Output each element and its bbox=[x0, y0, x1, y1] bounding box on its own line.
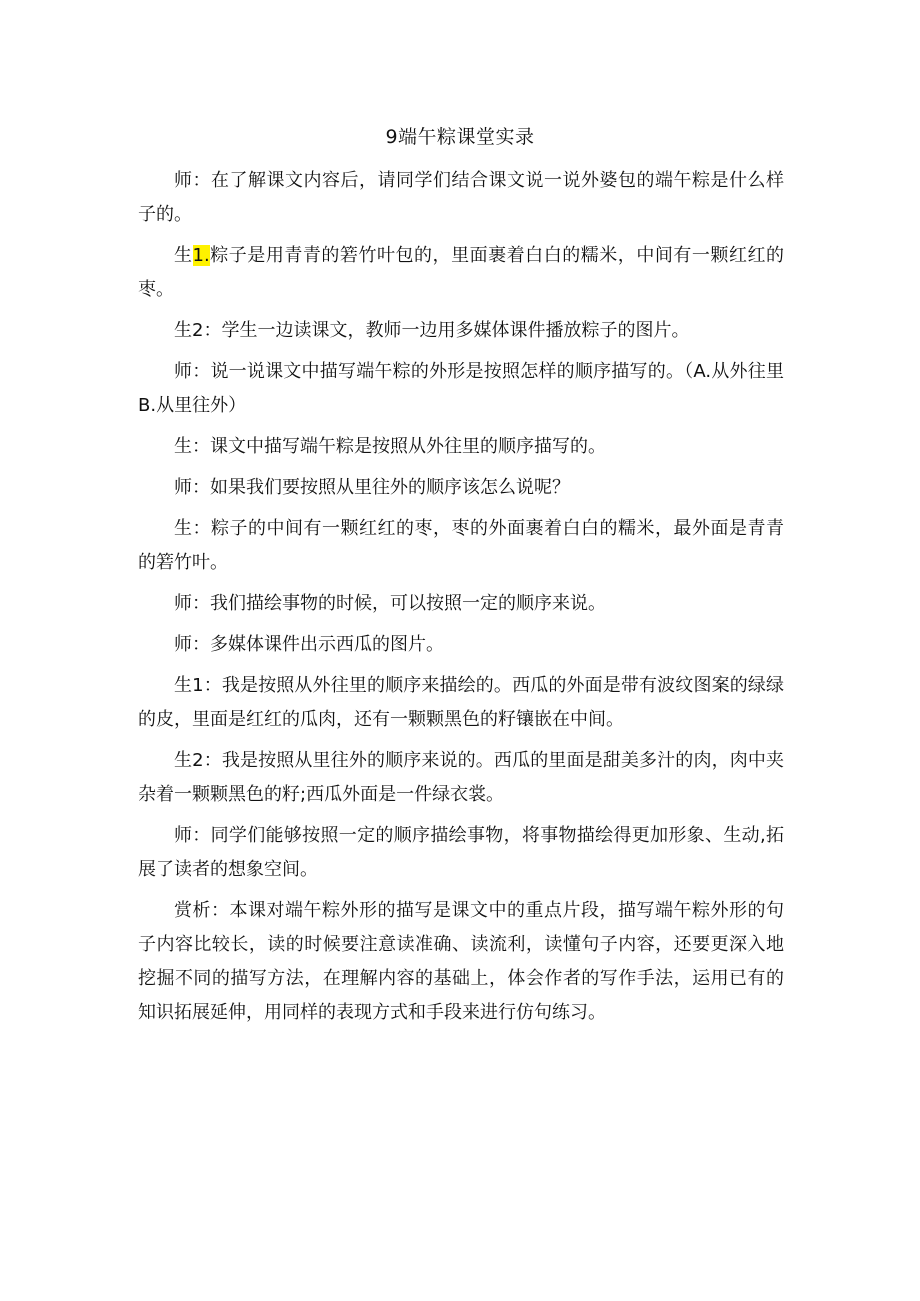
paragraph-student-1-watermelon: 生1：我是按照从外往里的顺序来描绘的。西瓜的外面是带有波纹图案的绿绿的皮，里面是红红的瓜肉，还有一颗颗黑色的籽镶嵌在中间。 bbox=[138, 675, 784, 730]
paragraph-teacher-summary: 师：我们描绘事物的时候，可以按照一定的顺序来说。 bbox=[174, 593, 606, 614]
paragraph-teacher-reverse-question: 师：如果我们要按照从里往外的顺序该怎么说呢？ bbox=[174, 477, 570, 498]
paragraph-student-1-answer: 生1.粽子是用青青的箬竹叶包的，里面裹着白白的糯米，中间有一颗红红的枣。 bbox=[138, 245, 785, 300]
paragraph-student-2-watermelon: 生2：我是按照从里往外的顺序来说的。西瓜的里面是甜美多汁的肉，肉中夹杂着一颗颗黑色的籽;西瓜外面是一件绿衣裳。 bbox=[138, 750, 784, 805]
paragraph-student-2-activity: 生2：学生一边读课文，教师一边用多媒体课件播放粽子的图片。 bbox=[174, 320, 690, 341]
paragraph-appreciation: 赏析：本课对端午粽外形的描写是课文中的重点片段，描写端午粽外形的句子内容比较长，读的时候要注意读准确、读流利，读懂句子内容，还要更深入地挖掘不同的描写方法，在理解内容的基础上，体会作者的写作手法，运用已有的知识拓展延伸，用同样的表现方式和手段来进行仿句练习。 bbox=[138, 900, 784, 1023]
document-body bbox=[138, 164, 784, 1037]
paragraph-teacher-watermelon: 师：多媒体课件出示西瓜的图片。 bbox=[174, 634, 444, 655]
paragraph-student-reverse-answer: 生：粽子的中间有一颗红红的枣，枣的外面裹着白白的糯米，最外面是青青的箬竹叶。 bbox=[138, 518, 784, 573]
speaker-prefix: 生 bbox=[174, 245, 193, 266]
paragraph-student-order-answer: 生：课文中描写端午粽是按照从外往里的顺序描写的。 bbox=[174, 436, 606, 457]
paragraph-teacher-conclusion: 师：同学们能够按照一定的顺序描绘事物，将事物描绘得更加形象、生动,拓展了读者的想象空间。 bbox=[138, 825, 784, 880]
paragraph-teacher-order-question: 师：说一说课文中描写端午粽的外形是按照怎样的顺序描写的。（A.从外往里B.从里往外） bbox=[138, 361, 784, 416]
highlighted-number: 1. bbox=[192, 245, 210, 266]
paragraph-teacher-question: 师：在了解课文内容后，请同学们结合课文说一说外婆包的端午粽是什么样子的。 bbox=[138, 170, 784, 225]
document-title: 9端午粽课堂实录 bbox=[385, 126, 535, 148]
